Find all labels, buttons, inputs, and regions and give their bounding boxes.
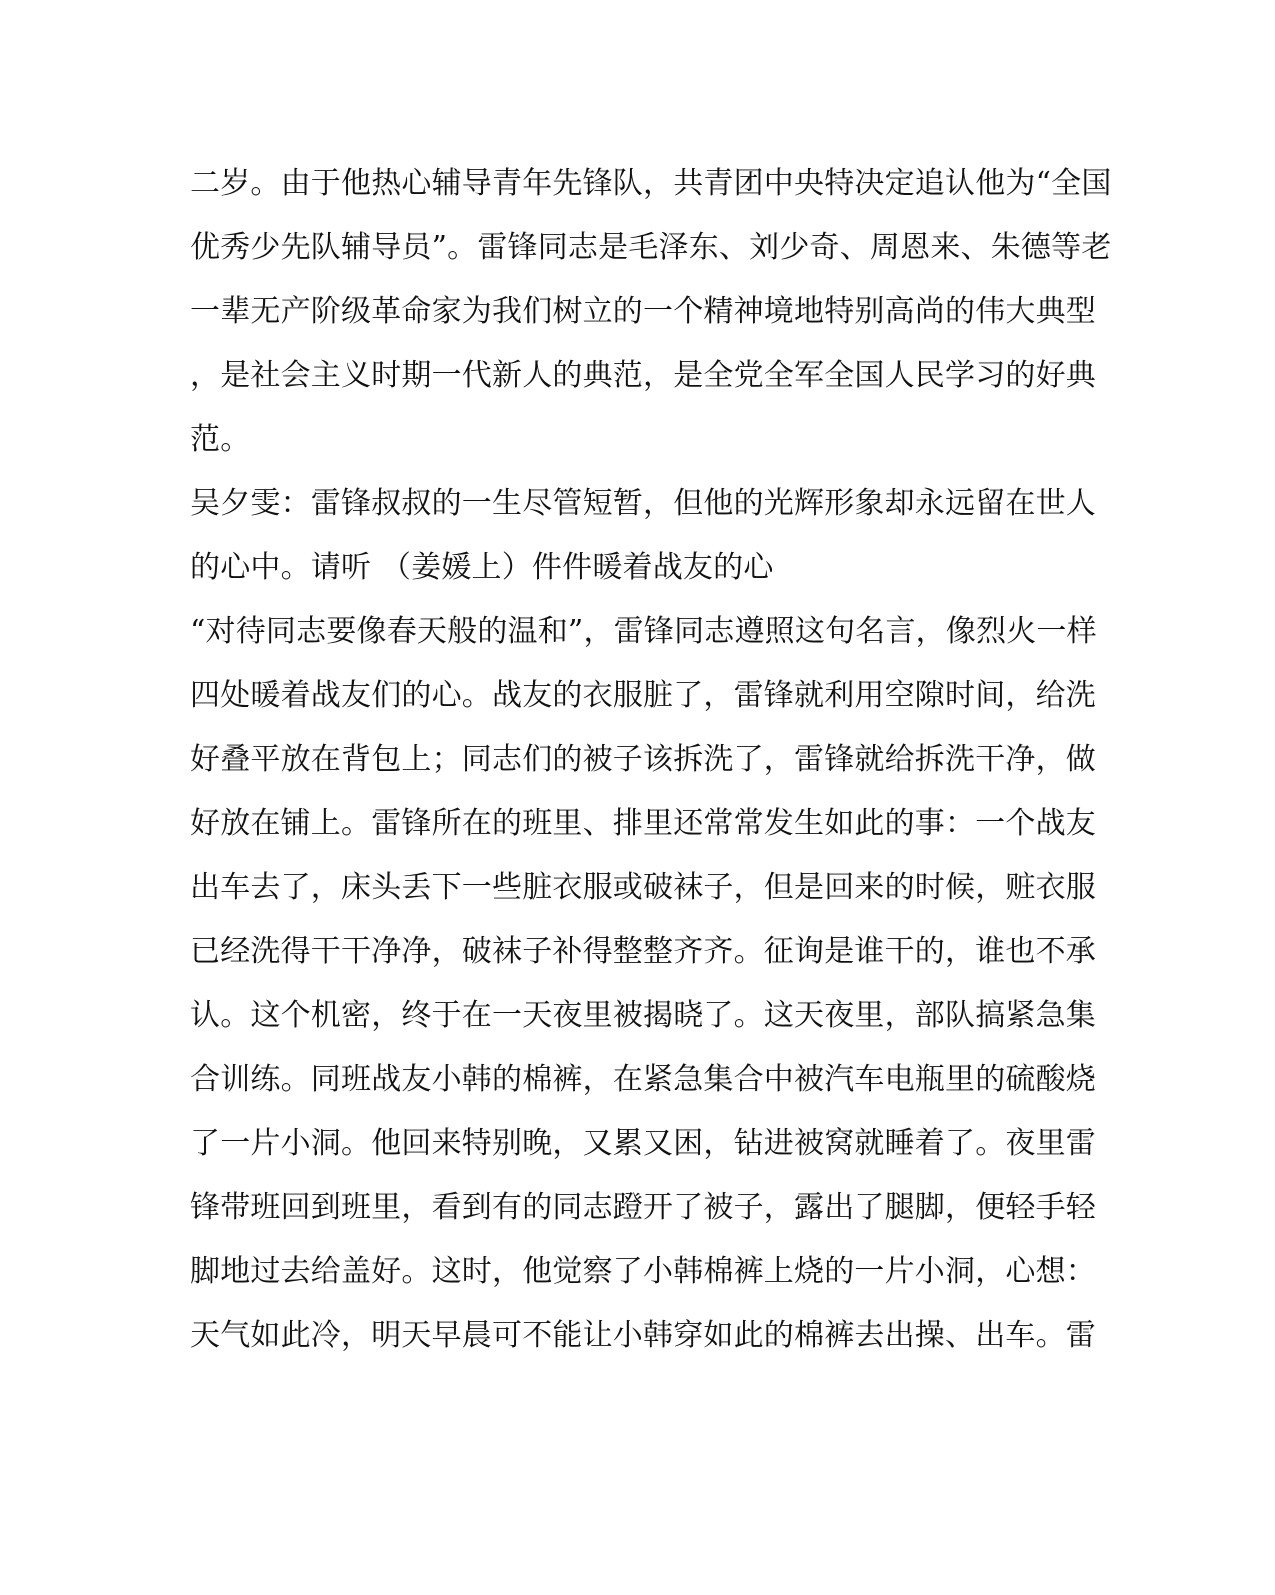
text-line: 二岁。由于他热心辅导青年先锋队，共青团中央特决定追认他为“全国	[190, 166, 1112, 201]
text-line: “对待同志要像春天般的温和”，雷锋同志遵照这句名言，像烈火一样	[190, 614, 1097, 649]
text-line: 的心中。请听 （姜媛上）件件暖着战友的心	[190, 550, 774, 585]
text-line: 好放在铺上。雷锋所在的班里、排里还常常发生如此的事：一个战友	[190, 806, 1096, 841]
text-line: 已经洗得干干净净，破袜子补得整整齐齐。征询是谁干的，谁也不承	[190, 934, 1096, 969]
text-line: 出车去了，床头丢下一些脏衣服或破袜子，但是回来的时候，赃衣服	[190, 870, 1096, 905]
text-line: 脚地过去给盖好。这时，他觉察了小韩棉裤上烧的一片小洞，心想：	[190, 1254, 1096, 1289]
text-line: 了一片小洞。他回来特别晚，又累又困，钻进被窝就睡着了。夜里雷	[190, 1126, 1096, 1161]
text-line: 合训练。同班战友小韩的棉裤，在紧急集合中被汽车电瓶里的硫酸烧	[190, 1062, 1096, 1097]
text-line: 认。这个机密，终于在一天夜里被揭晓了。这天夜里，部队搞紧急集	[190, 998, 1096, 1033]
text-line: 优秀少先队辅导员”。雷锋同志是毛泽东、刘少奇、周恩来、朱德等老	[190, 230, 1112, 265]
text-line: 锋带班回到班里，看到有的同志蹬开了被子，露出了腿脚，便轻手轻	[190, 1190, 1096, 1225]
body-text	[190, 152, 1112, 1368]
text-line: 天气如此冷，明天早晨可不能让小韩穿如此的棉裤去出操、出车。雷	[190, 1318, 1096, 1353]
text-line: 好叠平放在背包上；同志们的被子该拆洗了，雷锋就给拆洗干净，做	[190, 742, 1096, 777]
text-line: 范。	[190, 422, 251, 457]
text-line: ，是社会主义时期一代新人的典范，是全党全军全国人民学习的好典	[190, 358, 1096, 393]
text-line: 四处暖着战友们的心。战友的衣服脏了，雷锋就利用空隙时间，给洗	[190, 678, 1096, 713]
text-line: 一辈无产阶级革命家为我们树立的一个精神境地特别高尚的伟大典型	[190, 294, 1096, 329]
text-line: 吴夕雯：雷锋叔叔的一生尽管短暂，但他的光辉形象却永远留在世人	[190, 486, 1096, 521]
